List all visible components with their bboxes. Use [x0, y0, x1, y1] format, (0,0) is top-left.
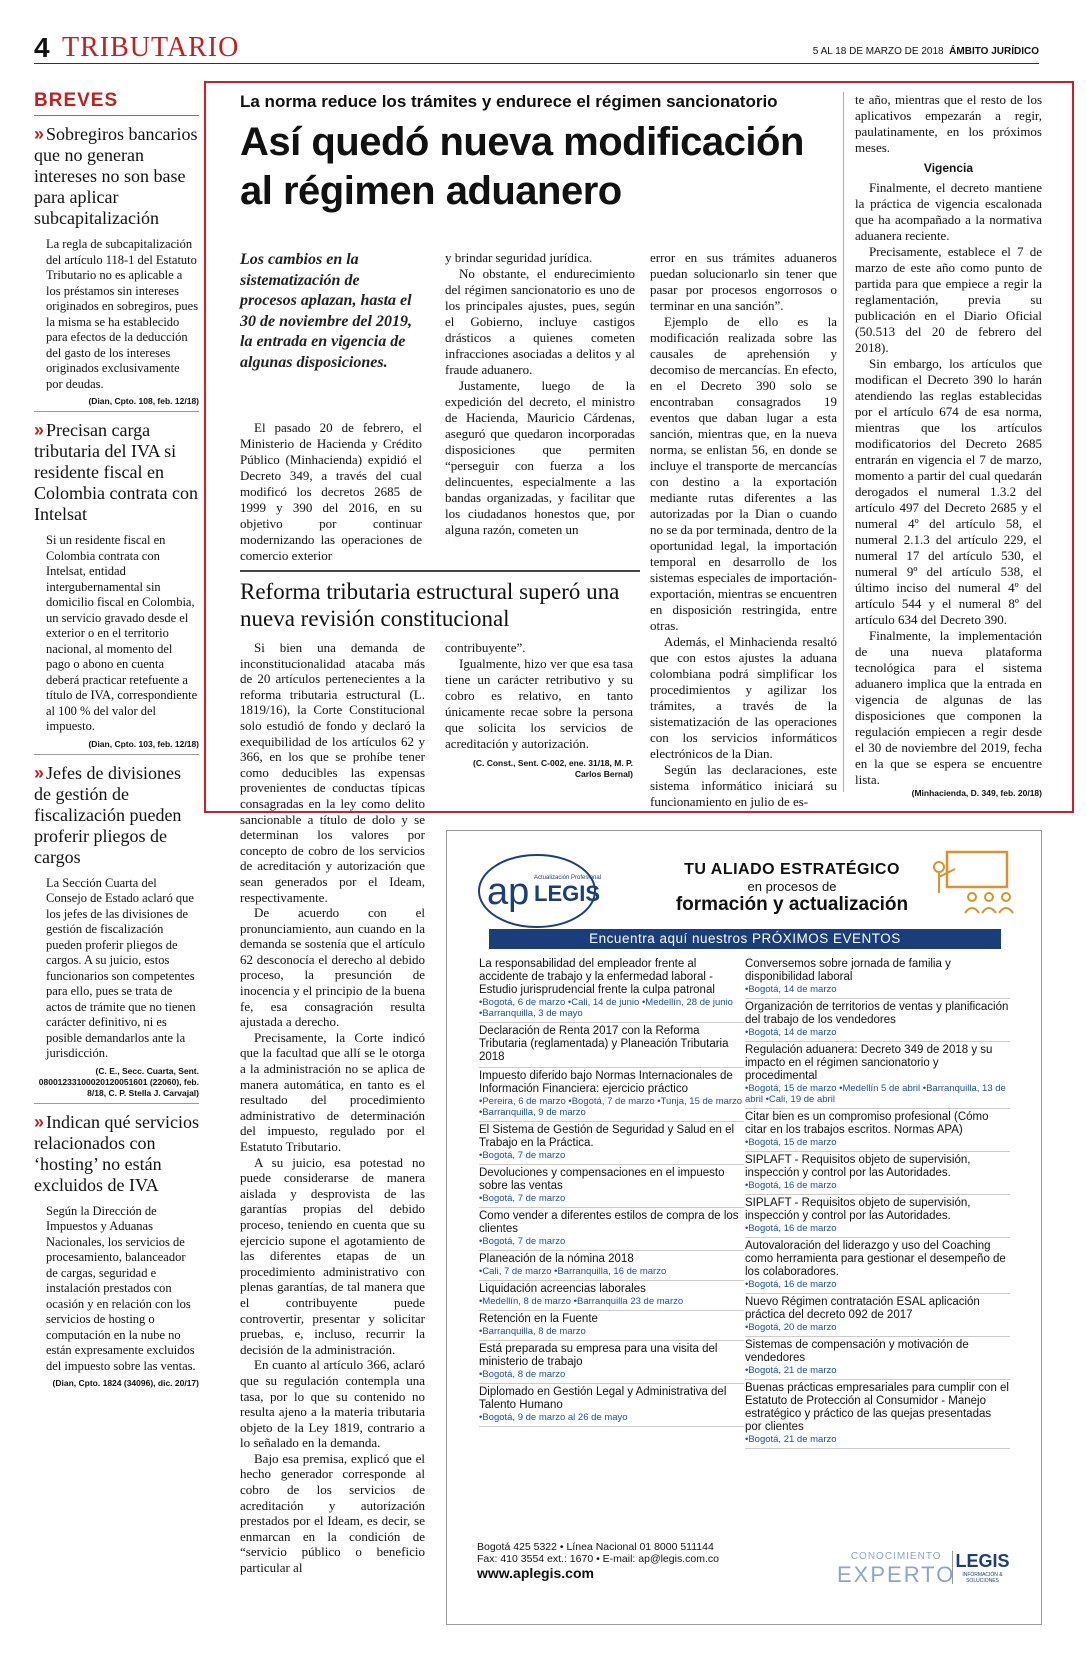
event-item: [745, 1294, 1010, 1337]
event-item: [745, 1042, 1010, 1109]
events-list-left: [479, 956, 744, 1427]
event-dates: •Bogotá, 7 de marzo: [479, 1150, 566, 1161]
article-ref: (Minhacienda, D. 349, feb. 20/18): [911, 788, 1042, 798]
paragraph: Precisamente, la Corte indicó que la facultad que allí se le otorga a la administración no se aplica de manera automática, en tanto es el resultado del procedimiento administrativo de determinación del impuesto, regulado por el Estatuto Tributario.: [240, 1029, 425, 1154]
box2-ref: (C. Const., Sent. C-002, ene. 31/18, M. P. Carlos Bernal): [473, 758, 633, 779]
event-dates: •Bogotá, 20 de marzo: [745, 1322, 837, 1333]
breves-title: BREVES: [34, 90, 199, 116]
event-name: Planeación de la nómina 2018: [479, 1253, 634, 1265]
event-item: [745, 956, 1010, 999]
event-name: Organización de territorios de ventas y planificación del trabajo de los vendedores: [745, 1001, 1009, 1026]
event-dates: •Bogotá, 21 de marzo: [745, 1365, 837, 1376]
event-dates: •Bogotá, 7 de marzo: [479, 1236, 566, 1247]
paragraph: Bajo esa premisa, explicó que el hecho generador corresponde al cobro de los servicios de acreditación y autorización prestados por el Ideam, es decir, se enmarcan en la condición de “servicio público o beneficio particular al: [240, 1450, 425, 1576]
event-name: La responsabilidad del empleador frente al accidente de trabajo y la enfermedad laboral - Estudio jurisprudencial frente la culpa patronal: [479, 958, 715, 996]
event-item: [479, 1281, 744, 1311]
breve-body: Según la Dirección de Impuestos y Aduanas Nacionales, los servicios de procesamiento, balanceador de cargas, seguridad e instalación prestados con ocasión y en relación con los servicios de hosting o computación en la nube no están expresamente excluidos del impuesto sobre las ventas.: [46, 1203, 196, 1373]
article-headline: Así quedó nueva modificación al régimen aduanero: [240, 120, 804, 213]
event-dates: •Bogotá, 15 de marzo •Medellín 5 de abril •Barranquilla, 13 de abril •Cali, 19 de abril: [745, 1083, 1006, 1105]
svg-text:LEGIS: LEGIS: [534, 881, 601, 906]
event-item: [479, 1251, 744, 1281]
paragraph: Sin embargo, los artículos que modifican el Decreto 390 lo harán atendiendo las reglas establecidas por el artículo 674 de esa norma, mientras que los artículos modificatorios del Decreto 2685 entrarán en vigencia el 7 de marzo, momento a partir del cual quedarán derogados el numeral 1.3.2 del artículo 497 del Decreto 2685 y el numeral 4º del artículo 58, el numeral 2.1.3 del artículo 229, el numeral 17 del artículo 530, el numeral 9º del artículo 538, el último inciso del numeral 4º del artículo 544 y el numeral 8º del artículo 634 del Decreto 390.: [855, 356, 1042, 627]
section-title: TRIBUTARIO: [62, 32, 240, 63]
paragraph: De acuerdo con el pronunciamiento, aun cuando en la demanda se sostenía que el artículo 62 desconocía el derecho al debido proceso, la presunción de inocencia y el principio de la buena fe, esa consagración resulta ajustada a derecho.: [240, 905, 425, 1030]
issue-date: 5 AL 18 DE MARZO DE 2018 ÁMBITO JURÍDICO: [812, 46, 1039, 57]
event-dates: •Bogotá, 7 de marzo: [479, 1193, 566, 1204]
legis-logo: LEGIS INFORMACIÓN & SOLUCIONES: [952, 1551, 1012, 1584]
event-item: [745, 1109, 1010, 1152]
box2-column-1: [240, 640, 425, 1576]
breve-ref: (C. E., Secc. Cuarta, Sent. 08001233100020120051601 (22060), feb. 8/18, C. P. Stella J. Carvajal): [38, 1065, 199, 1098]
event-item: [745, 1380, 1010, 1449]
event-dates: •Bogotá, 14 de marzo: [745, 984, 837, 995]
event-name: Autovaloración del liderazgo y uso del Coaching como herramienta para gestionar el desempeño de los colaboradores.: [745, 1240, 1006, 1278]
event-dates: •Pereira, 6 de marzo •Bogotá, 7 de marzo •Tunja, 15 de marzo •Barranquilla, 9 de marzo: [479, 1096, 743, 1118]
event-name: Está preparada su empresa para una visita del ministerio de trabajo: [479, 1343, 718, 1368]
event-name: Declaración de Renta 2017 con la Reforma Tributaria (reglamentada) y Planeación Tributaria 2018: [479, 1025, 729, 1063]
paragraph: Igualmente, hizo ver que esa tasa tiene un carácter retributivo y su cobro es relativo, en tanto únicamente recae sobre la persona que solicita los servicios de acreditación y autorización.: [445, 656, 633, 751]
event-item: [745, 1152, 1010, 1195]
page-header: [34, 32, 1039, 64]
event-item: [745, 1238, 1010, 1294]
paragraph: Justamente, luego de la expedición del decreto, el ministro de Hacienda, Mauricio Cárdenas, aseguró que quedaron incorporadas disposiciones que permiten “perseguir con fuerza a los delincuentes, especialmente a las bandas organizadas, y facilitar que los ciudadanos honestos que, por alguna razón, cometen un: [445, 378, 635, 537]
breve-item: [34, 420, 199, 755]
event-dates: •Bogotá, 9 de marzo al 26 de mayo: [479, 1412, 628, 1423]
column-rule: [843, 92, 844, 792]
ad-tagline: TU ALIADO ESTRATÉGICO en procesos de formación y actualización: [675, 861, 909, 915]
paragraph: contribuyente”.: [445, 640, 526, 655]
event-dates: •Bogotá, 15 de marzo: [745, 1137, 837, 1148]
event-dates: •Medellín, 8 de marzo •Barranquilla 23 de marzo: [479, 1296, 684, 1307]
article-column-4: [855, 92, 1042, 799]
breve-headline: » Jefes de divisiones de gestión de fiscalización pueden proferir pliegos de cargos: [34, 762, 182, 867]
event-name: Nuevo Régimen contratación ESAL aplicación práctica del decreto 092 de 2017: [745, 1296, 980, 1321]
event-name: SIPLAFT - Requisitos objeto de supervisión, inspección y control por las Autoridades.: [745, 1197, 971, 1222]
event-item: [479, 1311, 744, 1341]
ap-legis-logo: [477, 849, 607, 929]
event-name: Sistemas de compensación y motivación de vendedores: [745, 1339, 969, 1364]
paragraph: Además, el Minhacienda resaltó que con estos ajustes la aduana colombiana podrá simplificar los procedimientos y agilizar los trámites, a través de la sistematización de las operaciones con los servicios informáticos electrónicos de la Dian.: [650, 634, 837, 761]
event-name: Buenas prácticas empresariales para cumplir con el Estatuto de Protección al Consumidor - Manejo estratégico y práctico de las quejas presentadas por clientes: [745, 1382, 1009, 1433]
event-name: Retención en la Fuente: [479, 1313, 598, 1325]
event-dates: •Bogotá, 6 de marzo •Cali, 14 de junio •Medellín, 28 de junio •Barranquilla, 3 de mayo: [479, 997, 733, 1019]
event-item: [479, 1023, 744, 1068]
event-name: Diplomado en Gestión Legal y Administrativa del Talento Humano: [479, 1386, 727, 1411]
breve-body: Si un residente fiscal en Colombia contrata con Intelsat, entidad intergubernamental sin domicilio fiscal en Colombia, un servicio gravado desde el exterior o en el territorio nacional, al momento del pago o abono en cuenta deberá practicar retefuente a título de IVA, correspondiente al 100 % del valor del impuesto.: [46, 533, 198, 733]
breves-column: [34, 90, 199, 1625]
event-name: Como vender a diferentes estilos de compra de los clientes: [479, 1210, 739, 1235]
event-item: [479, 1068, 744, 1122]
event-name: Regulación aduanera: Decreto 349 de 2018 y su impacto en el régimen sancionatorio y procedimental: [745, 1044, 993, 1082]
paragraph: No obstante, el endurecimiento del régimen sancionatorio es uno de los principales ajustes, pues, según el Gobierno, incluye castigos drásticos a quienes cometen infracciones asociadas a delitos y al fraude aduanero.: [445, 266, 635, 377]
event-dates: •Bogotá, 16 de marzo: [745, 1223, 837, 1234]
ad-contact: [477, 1541, 719, 1582]
event-name: Conversemos sobre jornada de familia y disponibilidad laboral: [745, 958, 951, 983]
breve-item: [34, 124, 199, 412]
event-name: El Sistema de Gestión de Seguridad y Salud en el Trabajo en la Práctica.: [479, 1124, 735, 1149]
breve-item: [34, 1112, 199, 1390]
ad-banner: Encuentra aquí nuestros PRÓXIMOS EVENTOS: [489, 929, 1001, 949]
event-item: [479, 1208, 744, 1251]
event-name: Devoluciones y compensaciones en el impuesto sobre las ventas: [479, 1167, 725, 1192]
breve-ref: (Dian, Cpto. 103, feb. 12/18): [88, 738, 199, 749]
article-column-1: [240, 420, 422, 564]
contact-fax-email: Fax: 410 3554 ext.: 1670 • E-mail: ap@legis.com.co: [477, 1553, 719, 1565]
breve-ref: (Dian, Cpto. 1824 (34096), dic. 20/17): [52, 1378, 199, 1388]
event-item: [479, 1341, 744, 1384]
svg-text:Actualización Profesional: Actualización Profesional: [534, 875, 602, 881]
paragraph: Finalmente, la implementación de una nueva plataforma tecnológica para el sistema aduanero implica que la entrada en vigencia de algunas de las disposiciones que componen la regulación empiecen a regir desde el 30 de noviembre del 2019, fecha en la que se espera se encuentre lista.: [855, 628, 1042, 787]
event-name: Liquidación acreencias laborales: [479, 1283, 646, 1295]
events-list-right: [745, 956, 1010, 1449]
paragraph: y brindar seguridad jurídica.: [445, 250, 593, 265]
paragraph: Según las declaraciones, este sistema informático iniciará su funcionamiento en julio de es-: [650, 762, 837, 809]
article-column-2: [445, 250, 635, 538]
paragraph: En cuanto al artículo 366, aclaró que su regulación contempla una tasa, por lo que su contenido no resulta ajeno a la materia tributaria objeto de la Ley 1819, contrario a lo señalado en la demanda.: [240, 1357, 425, 1451]
conocimiento-experto-logo: CONOCIMIENTO EXPERTO: [837, 1551, 956, 1587]
paragraph: Precisamente, establece el 7 de marzo de este año como punto de partida para que empiece a regir la reglamentación, previa su publicación en el Diario Oficial (50.513 del 20 de febrero del 2018).: [855, 244, 1042, 355]
event-dates: •Bogotá, 16 de marzo: [745, 1279, 837, 1290]
presentation-icon: [927, 847, 1022, 917]
ad-url[interactable]: www.aplegis.com: [477, 1565, 594, 1581]
event-name: Citar bien es un compromiso profesional (Cómo citar en los trabajos escritos. Normas APA): [745, 1111, 989, 1136]
article-column-3: [650, 250, 837, 810]
event-item: [745, 999, 1010, 1042]
event-item: [479, 1384, 744, 1427]
article-lede: Los cambios en la sistematización de procesos aplazan, hasta el 30 de noviembre del 2019, la entrada en vigencia de algunas disposiciones.: [240, 251, 412, 371]
contact-phones: Bogotá 425 5322 • Línea Nacional 01 8000 511144: [477, 1541, 714, 1553]
paragraph: te año, mientras que el resto de los aplicativos empezarán a regir, paulatinamente, en los próximos meses.: [855, 92, 1042, 155]
paragraph: El pasado 20 de febrero, el Ministerio de Hacienda y Crédito Público (Minhacienda) expidió el Decreto 349, a través del cual modificó los decretos 2685 de 1999 y 390 del 2016, en su objetivo por continuar modernizando las operaciones de comercio exterior: [240, 420, 422, 563]
breve-body: La regla de subcapitalización del artículo 118-1 del Estatuto Tributario no es aplicable a los préstamos sin intereses originados en sobregiros, pues la misma se ha establecido para efectos de la deducción del gasto de los intereses originados exclusivamente por deudas.: [46, 237, 199, 391]
event-dates: •Cali, 7 de marzo •Barranquilla, 16 de marzo: [479, 1266, 667, 1277]
breve-headline: » Precisan carga tributaria del IVA si residente fiscal en Colombia contrata con Intelsat: [34, 420, 198, 524]
box2-headline: Reforma tributaria estructural superó una nueva revisión constitucional: [240, 570, 640, 632]
event-dates: •Bogotá, 14 de marzo: [745, 1027, 837, 1038]
breve-headline: » Sobregiros bancarios que no generan intereses no son base para aplicar subcapitalización: [34, 124, 198, 228]
article-kicker: La norma reduce los trámites y endurece el régimen sancionatorio: [240, 92, 778, 111]
paragraph: Si bien una demanda de inconstitucionalidad atacaba más de 20 artículos pertenecientes a la reforma tributaria estructural (L. 1819/16), la Corte Constitucional solo estudió de fondo y declaró la exequibilidad de los artículos 62 y 366, en los que se prohíbe tener como deducibles las expensas provenientes de conductas típicas consagradas en la ley como delito sancionable a título de dolo y se determinan los valores por concepto de cobro de los servicios de acreditación y autorización que sean generados por el Ideam, respectivamente.: [240, 640, 425, 905]
box2-column-2: [445, 640, 633, 780]
paragraph: Finalmente, el decreto mantiene la práctica de vigencia escalonada que ha acompañado a la normativa aduanera reciente.: [855, 180, 1042, 243]
svg-text:ap: ap: [487, 871, 530, 913]
paragraph: Ejemplo de ello es la modificación realizada sobre las causales de aprehensión y decomiso de mercancías. En efecto, en el Decreto 390 solo se encontraban consagrados 19 eventos que daban lugar a esta sanción, mientras que, en la nueva norma, se enlistan 56, en donde se incluye el transporte de mercancías con destino a la exportación mediante rutas diferentes a las autorizadas por la Dian o cuando no se da por terminada, dentro de la oportunidad legal, la importación temporal en desarrollo de los sistemas especiales de importación-exportación, mientras se encuentren en disposición restringida, entre otras.: [650, 314, 837, 633]
vigencia-subhead: Vigencia: [923, 161, 974, 175]
page-number: 4: [34, 32, 50, 63]
event-item: [479, 956, 744, 1023]
event-item: [745, 1337, 1010, 1380]
legis-ad: [446, 830, 1042, 1625]
event-item: [479, 1165, 744, 1208]
paragraph: A su juicio, esa potestad no puede considerarse de manera aislada y desprovista de las garantías propias del debido proceso, teniendo en cuenta que su ejercicio supone el agotamiento de las diferentes etapas de un procedimiento administrativo con plenas garantías, de tal manera que el contribuyente puede controvertir, presentar y solicitar pruebas, e, incluso, recurrir la decisión de la administración.: [240, 1154, 425, 1357]
event-item: [479, 1122, 744, 1165]
breve-body: La Sección Cuarta del Consejo de Estado aclaró que los jefes de las divisiones de gestión de fiscalización pueden proferir pliegos de cargos. A su juicio, estos funcionarios son competentes para ello, pues se trata de actos de trámite que no tienen carácter definitivo, ni es posible demandarlos ante la jurisdicción.: [46, 875, 196, 1060]
event-name: SIPLAFT - Requisitos objeto de supervisión, inspección y control por las Autoridades.: [745, 1154, 971, 1179]
breve-headline: » Indican qué servicios relacionados con ‘hosting’ no están excluidos de IVA: [34, 1111, 199, 1195]
event-dates: •Bogotá, 8 de marzo: [479, 1369, 566, 1380]
paragraph: error en sus trámites aduaneros puedan solucionarlo sin tener que pasar por procesos engorrosos o terminar en una sanción”.: [650, 250, 837, 313]
event-name: Impuesto diferido bajo Normas Internacionales de Información Financiera: ejercicio práctico: [479, 1070, 733, 1095]
event-dates: •Bogotá, 16 de marzo: [745, 1180, 837, 1191]
breve-ref: (Dian, Cpto. 108, feb. 12/18): [88, 396, 199, 406]
breve-item: [34, 763, 199, 1104]
event-item: [745, 1195, 1010, 1238]
event-dates: •Barranquilla, 8 de marzo: [479, 1326, 586, 1337]
event-dates: •Bogotá, 21 de marzo: [745, 1434, 837, 1445]
